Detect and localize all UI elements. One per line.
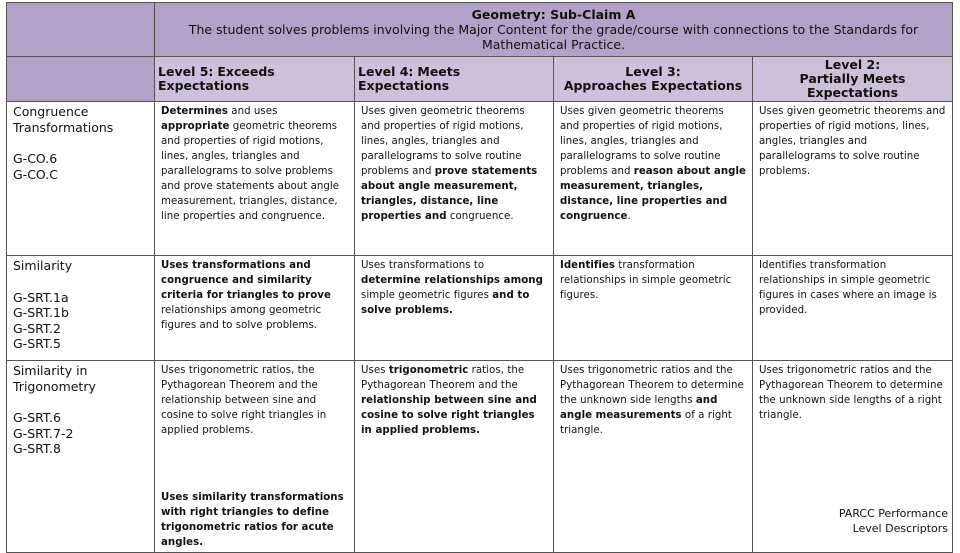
performance-level-table <box>6 2 953 553</box>
caption-line: PARCC Performance <box>838 507 948 520</box>
descriptor-l2: Uses given geometric theorems and properties of rigid motions, lines, angles, triangles and parallelograms to solve routine problems. <box>753 102 953 256</box>
standard-code: G-SRT.1a <box>13 289 69 305</box>
standard-code: G-CO.6 <box>13 151 58 166</box>
claim-header <box>155 3 953 57</box>
descriptor-l3: Uses given geometric theorems and properties of rigid motions, lines, angles, triangles and parallelograms to solve routine problems and reason about angle measurement, triangles, distance, line properties and congruence. <box>554 102 753 256</box>
descriptor-l5: Uses trigonometric ratios, the Pythagorean Theorem and the relationship between sine and cosine to solve right triangles in applied problems. Uses similarity transformations with right triangles to define trigonometric ratios for acute angles. <box>155 361 355 553</box>
descriptor-l3: Identifies transformation relationships in simple geometric figures. <box>554 256 753 361</box>
pld-table-container <box>6 2 952 548</box>
standard-code: G-SRT.6 <box>13 410 61 425</box>
descriptor-l3: Uses trigonometric ratios and the Pythagorean Theorem to determine the unknown side lengths and angle measurements of a right triangle. <box>554 361 753 553</box>
source-caption <box>837 506 950 536</box>
descriptor-l5: Uses transformations and congruence and similarity criteria for triangles to prove relationships among geometric figures and to solve problems. <box>155 256 355 361</box>
row-header-similarity <box>7 256 155 361</box>
level-3-header: Level 3: Approaches Expectations <box>554 57 753 102</box>
row-title: Congruence Transformations <box>13 104 114 135</box>
level-4-header: Level 4: Meets Expectations <box>355 57 554 102</box>
level-corner-cell <box>7 57 155 102</box>
claim-description: The student solves problems involving the Major Content for the grade/course with connections to the Standards for Mathematical Practice. <box>188 22 919 52</box>
level-2-header: Level 2: Partially Meets Expectations <box>753 57 953 102</box>
table-row <box>7 361 953 553</box>
standard-code: G-SRT.2 <box>13 320 61 336</box>
row-title: Similarity <box>13 258 73 273</box>
row-header-congruence <box>7 102 155 256</box>
standard-code: G-SRT.5 <box>13 336 61 351</box>
row-header-trigonometry <box>7 361 155 553</box>
header-corner-cell <box>7 3 155 57</box>
descriptor-l2: Identifies transformation relationships in simple geometric figures in cases where an image is provided. <box>753 256 953 361</box>
claim-title: Geometry: Sub-Claim A <box>471 7 636 22</box>
standard-code: G-SRT.1b <box>13 305 69 320</box>
standard-code: G-SRT.7-2 <box>13 425 74 441</box>
row-title: Similarity in Trigonometry <box>13 363 96 394</box>
standard-code: G-SRT.8 <box>13 441 61 456</box>
descriptor-l4: Uses given geometric theorems and properties of rigid motions, lines, angles, triangles and parallelograms to solve routine problems and prove statements about angle measurement, triangles, distance, line properties and congruence. <box>355 102 554 256</box>
descriptor-l4: Uses transformations to determine relationships among simple geometric figures and to solve problems. <box>355 256 554 361</box>
descriptor-l5: Determines and uses appropriate geometric theorems and properties of rigid motions, lines, angles, triangles and parallelograms to solve problems and prove statements about angle measurement, triangles, distance, line properties and congruence. <box>155 102 355 256</box>
claim-header-row <box>7 3 953 57</box>
table-row <box>7 102 953 256</box>
caption-line: Level Descriptors <box>852 522 948 535</box>
level-header-row <box>7 57 953 102</box>
table-row <box>7 256 953 361</box>
descriptor-l2: Uses trigonometric ratios and the Pythagorean Theorem to determine the unknown side lengths of a right triangle. <box>753 361 953 553</box>
standard-code: G-CO.C <box>13 166 58 182</box>
descriptor-l4: Uses trigonometric ratios, the Pythagorean Theorem and the relationship between sine and cosine to solve right triangles in applied problems. <box>355 361 554 553</box>
level-5-header: Level 5: Exceeds Expectations <box>155 57 355 102</box>
